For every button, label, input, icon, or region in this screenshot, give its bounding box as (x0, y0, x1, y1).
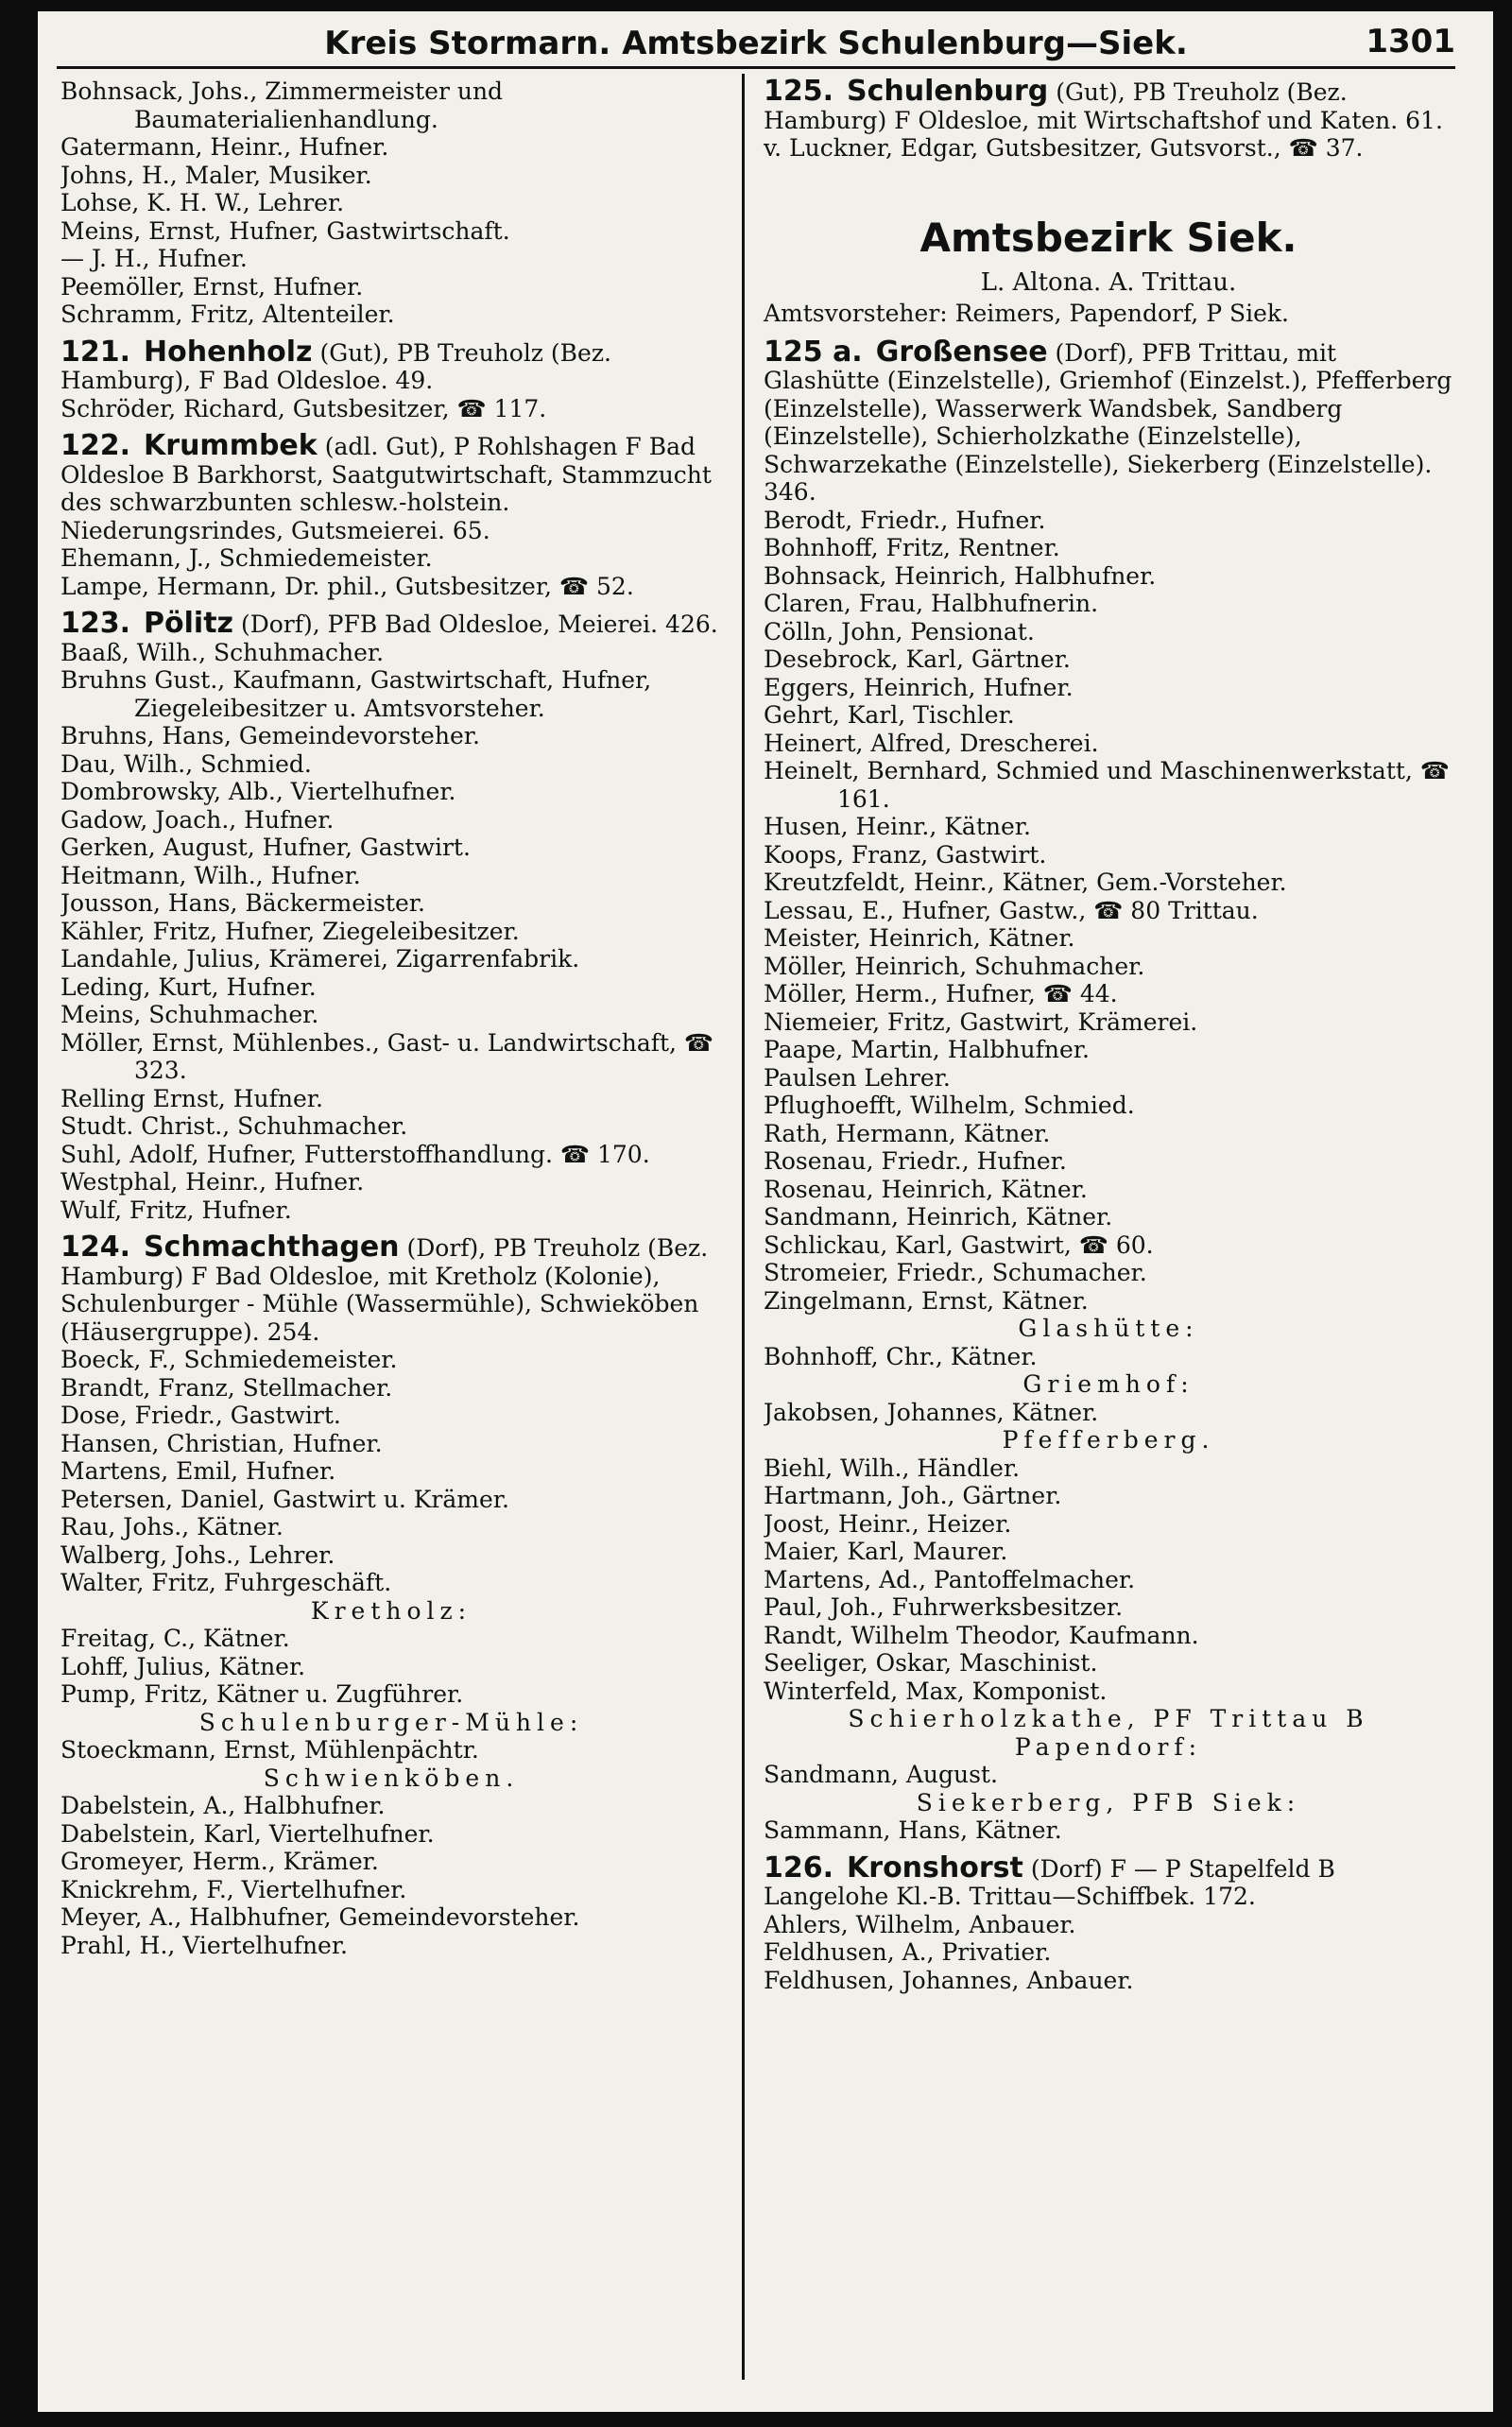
list-item: Paulsen Lehrer. (764, 1063, 951, 1092)
list-item: Berodt, Friedr., Hufner. (764, 506, 1046, 534)
locality-number: 124. (60, 1231, 131, 1264)
list-item: Pump, Fritz, Kätner u. Zugführer. (60, 1680, 464, 1708)
locality-125a-residents (764, 507, 1453, 1845)
list-item: Prahl, H., Viertelhufner. (60, 1931, 349, 1959)
list-item: Studt. Christ., Schuhmacher. (60, 1112, 408, 1140)
list-item: Sandmann, Heinrich, Kätner. (764, 1203, 1113, 1231)
list-item: Bohnsack, Johs., Zimmermeister und Baumaterialienhandlung. (60, 77, 504, 133)
list-item: Walberg, Johs., Lehrer. (60, 1541, 335, 1569)
list-item: Koops, Franz, Gastwirt. (764, 840, 1047, 869)
list-item: Desebrock, Karl, Gärtner. (764, 645, 1071, 673)
locality-number: 123. (60, 607, 131, 640)
list-item: Rosenau, Heinrich, Kätner. (764, 1175, 1088, 1203)
list-item: Heinelt, Bernhard, Schmied und Maschinenwerkstatt, ☎ 161. (764, 757, 1450, 813)
list-item: Bruhns, Hans, Gemeindevorsteher. (60, 722, 480, 749)
list-item: Knickrehm, F., Viertelhufner. (60, 1875, 407, 1903)
list-item: Brandt, Franz, Stellmacher. (60, 1373, 393, 1402)
list-item: Stromeier, Friedr., Schumacher. (764, 1259, 1147, 1286)
list-item: Husen, Heinr., Kätner. (764, 813, 1031, 840)
list-item: Feldhusen, Johannes, Anbauer. (764, 1966, 1134, 1994)
page-number: 1301 (1366, 23, 1455, 60)
list-item: Jousson, Hans, Bäckermeister. (60, 889, 425, 917)
list-item: Heinert, Alfred, Drescherei. (764, 729, 1099, 757)
list-item: Gromeyer, Herm., Krämer. (60, 1848, 379, 1875)
locality-name: Pölitz (144, 607, 233, 640)
list-item: Schlickau, Karl, Gastwirt, ☎ 60. (764, 1231, 1154, 1259)
list-item: Johns, H., Maler, Musiker. (60, 161, 372, 189)
locality-name: Großensee (875, 335, 1048, 369)
sub-heading-pfefferberg: Pfefferberg. (1002, 1426, 1215, 1454)
right-column (764, 77, 1453, 1994)
locality-description: (Dorf), PFB Trittau, mit Glashütte (Einzelstelle), Griemhof (Einzelst.), Pfefferberg (Einzelstelle), Wasserwerk Wandsbek, Sandberg (Einzelstelle), Schierholzkathe (Einzelstelle), Schwarzekathe (Einzelstelle), Siekerberg (Einzelstelle). 346. (764, 338, 1452, 506)
list-item: Walter, Fritz, Fuhrgeschäft. (60, 1569, 392, 1596)
locality-number: 125. (764, 75, 834, 108)
list-item: Gatermann, Heinr., Hufner. (60, 133, 389, 161)
locality-number: 122. (60, 429, 131, 462)
list-item: Winterfeld, Max, Komponist. (764, 1677, 1108, 1705)
sub-heading-schierholzkathe: Schierholzkathe, PF Trittau B Papendorf: (848, 1705, 1369, 1761)
list-item: Meister, Heinrich, Kätner. (764, 924, 1075, 952)
list-item: Lohff, Julius, Kätner. (60, 1652, 306, 1680)
locality-description: (Dorf), PFB Bad Oldesloe, Meierei. 426. (240, 611, 718, 638)
locality-124 (60, 1233, 722, 1346)
list-item: Randt, Wilhelm Theodor, Kaufmann. (764, 1621, 1199, 1649)
list-item: Gerken, August, Hufner, Gastwirt. (60, 834, 471, 861)
locality-name: Schulenburg (847, 75, 1049, 108)
left-column (60, 77, 722, 1959)
list-item: Dose, Friedr., Gastwirt. (60, 1402, 341, 1429)
list-item: Ahlers, Wilhelm, Anbauer. (764, 1910, 1076, 1938)
locality-name: Krummbek (144, 429, 318, 462)
list-item: Bohnhoff, Fritz, Rentner. (764, 534, 1060, 561)
list-item: Niemeier, Fritz, Gastwirt, Krämerei. (764, 1007, 1198, 1036)
list-item: Baaß, Wilh., Schuhmacher. (60, 638, 385, 666)
list-item: Claren, Frau, Halbhufnerin. (764, 590, 1099, 617)
list-item: Maier, Karl, Maurer. (764, 1538, 1008, 1565)
amtsbezirk-district-line: L. Altona. A. Trittau. (980, 267, 1237, 297)
locality-122 (60, 429, 722, 544)
locality-name: Schmachthagen (144, 1231, 400, 1264)
locality-description: (Gut), PB Treuholz (Bez. Hamburg) F Oldesloe, mit Wirtschaftshof und Katen. 61. (764, 78, 1443, 134)
list-item: Feldhusen, A., Privatier. (764, 1938, 1052, 1966)
sub-heading-griemhof: Griemhof: (1022, 1370, 1194, 1398)
list-item: Gadow, Joach., Hufner. (60, 805, 335, 834)
amtsvorsteher-line: Amtsvorsteher: Reimers, Papendorf, P Siek. (764, 299, 1289, 327)
list-item: Bohnhoff, Chr., Kätner. (764, 1342, 1038, 1370)
list-item: Meins, Ernst, Hufner, Gastwirtschaft. (60, 216, 510, 245)
list-item: Heitmann, Wilh., Hufner. (60, 861, 361, 889)
left-top-list (60, 77, 722, 329)
list-item: Landahle, Julius, Krämerei, Zigarrenfabrik. (60, 945, 580, 973)
list-item: Paape, Martin, Halbhufner. (764, 1036, 1090, 1063)
list-item: Martens, Ad., Pantoffelmacher. (764, 1565, 1136, 1593)
amtsbezirk-title: Amtsbezirk Siek. (919, 214, 1297, 261)
list-item: Seeliger, Oskar, Maschinist. (764, 1649, 1098, 1677)
locality-125 (764, 77, 1453, 134)
list-item: Pflughoefft, Wilhelm, Schmied. (764, 1092, 1135, 1119)
locality-123 (60, 607, 722, 640)
list-item: Peemöller, Ernst, Hufner. (60, 272, 364, 301)
list-item: Stoeckmann, Ernst, Mühlenpächtr. (60, 1736, 479, 1764)
sub-heading-schulenburger-muehle: Schulenburger-Mühle: (198, 1708, 584, 1736)
locality-126-residents (764, 1911, 1453, 1995)
list-item: Dabelstein, Karl, Viertelhufner. (60, 1819, 435, 1848)
list-item: Hansen, Christian, Hufner. (60, 1429, 383, 1457)
sub-heading-siekerberg: Siekerberg, PFB Siek: (916, 1788, 1301, 1816)
locality-123-residents (60, 639, 722, 1225)
list-item: Joost, Heinr., Heizer. (764, 1509, 1012, 1538)
list-item: Möller, Heinrich, Schuhmacher. (764, 952, 1145, 980)
list-item: Lampe, Hermann, Dr. phil., Gutsbesitzer, ☎ 52. (60, 572, 634, 600)
list-item: Möller, Herm., Hufner, ☎ 44. (764, 980, 1118, 1007)
locality-number: 121. (60, 335, 131, 369)
page-header (57, 19, 1455, 69)
list-item: Schramm, Fritz, Altenteiler. (60, 301, 395, 328)
list-item: Rosenau, Friedr., Hufner. (764, 1147, 1067, 1175)
locality-125a (764, 335, 1453, 507)
list-item: Leding, Kurt, Hufner. (60, 973, 317, 1001)
list-item: Martens, Emil, Hufner. (60, 1457, 336, 1485)
list-item: Hartmann, Joh., Gärtner. (764, 1482, 1062, 1509)
directory-page (38, 11, 1493, 2412)
list-item: — J. H., Hufner. (60, 245, 248, 272)
list-item: v. Luckner, Edgar, Gutsbesitzer, Gutsvorst., ☎ 37. (764, 134, 1364, 162)
list-item: Dabelstein, A., Halbhufner. (60, 1792, 386, 1819)
locality-124-residents (60, 1346, 722, 1959)
list-item: Möller, Ernst, Mühlenbes., Gast- u. Landwirtschaft, ☎ 323. (60, 1028, 714, 1084)
locality-name: Kronshorst (847, 1850, 1023, 1885)
locality-description: (Dorf), PB Treuholz (Bez. Hamburg) F Bad Oldesloe, mit Kretholz (Kolonie), Schulenburger - Mühle (Wassermühle), Schwieköben (Häusergruppe). 254. (60, 1234, 709, 1346)
list-item: Jakobsen, Johannes, Kätner. (764, 1398, 1099, 1426)
list-item: Sandmann, August. (764, 1761, 998, 1788)
list-item: Zingelmann, Ernst, Kätner. (764, 1286, 1089, 1315)
locality-description: (Dorf) F — P Stapelfeld B Langelohe Kl.-B. Trittau—Schiffbek. 172. (764, 1854, 1335, 1910)
list-item: Petersen, Daniel, Gastwirt u. Krämer. (60, 1485, 509, 1513)
list-item: Lessau, E., Hufner, Gastw., ☎ 80 Trittau. (764, 896, 1259, 924)
list-item: Dau, Wilh., Schmied. (60, 749, 312, 778)
list-item: Sammann, Hans, Kätner. (764, 1816, 1062, 1844)
locality-126 (764, 1850, 1453, 1911)
sub-heading-glashuette: Glashütte: (1018, 1315, 1199, 1342)
list-item: Westphal, Heinr., Hufner. (60, 1168, 365, 1196)
column-divider (742, 74, 745, 2380)
list-item: Biehl, Wilh., Händler. (764, 1454, 1021, 1482)
locality-number: 126. (764, 1850, 834, 1885)
list-item: Suhl, Adolf, Hufner, Futterstoffhandlung. ☎ 170. (60, 1140, 650, 1168)
locality-121 (60, 335, 722, 395)
list-item: Paul, Joh., Fuhrwerksbesitzer. (764, 1593, 1124, 1621)
list-item: Relling Ernst, Hufner. (60, 1084, 323, 1112)
list-item: Rath, Hermann, Kätner. (764, 1119, 1051, 1147)
list-item: Schröder, Richard, Gutsbesitzer, ☎ 117. (60, 394, 547, 422)
list-item: Dombrowsky, Alb., Viertelhufner. (60, 778, 456, 805)
list-item: Kreutzfeldt, Heinr., Kätner, Gem.-Vorsteher. (764, 869, 1287, 896)
sub-heading-schwienkoeben: Schwienköben. (263, 1764, 520, 1792)
list-item: Freitag, C., Kätner. (60, 1625, 290, 1652)
locality-number: 125 a. (764, 335, 863, 369)
list-item: Wulf, Fritz, Hufner. (60, 1196, 292, 1224)
locality-description: (Gut), PB Treuholz (Bez. Hamburg), F Bad Oldesloe. 49. (60, 338, 611, 394)
locality-description: (adl. Gut), P Rohlshagen F Bad Oldesloe B Barkhorst, Saatgutwirtschaft, Stammzucht des schwarzbunten schlesw.-holstein. Niederungsrindes, Gutsmeierei. 65. (60, 433, 712, 544)
list-item: Ehemann, J., Schmiedemeister. (60, 544, 433, 572)
list-item: Kähler, Fritz, Hufner, Ziegeleibesitzer. (60, 917, 520, 945)
locality-name: Hohenholz (144, 335, 313, 369)
list-item: Cölln, John, Pensionat. (764, 617, 1035, 645)
list-item: Lohse, K. H. W., Lehrer. (60, 189, 345, 216)
list-item: Eggers, Heinrich, Hufner. (764, 673, 1074, 701)
list-item: Bruhns Gust., Kaufmann, Gastwirtschaft, Hufner, Ziegeleibesitzer u. Amtsvorsteher. (60, 666, 652, 722)
list-item: Rau, Johs., Kätner. (60, 1513, 284, 1541)
list-item: Boeck, F., Schmiedemeister. (60, 1346, 398, 1373)
list-item: Bohnsack, Heinrich, Halbhufner. (764, 561, 1157, 590)
list-item: Gehrt, Karl, Tischler. (764, 701, 1015, 729)
running-title: Kreis Stormarn. Amtsbezirk Schulenburg—Siek. (324, 25, 1188, 62)
list-item: Meyer, A., Halbhufner, Gemeindevorsteher. (60, 1903, 580, 1931)
sub-heading-kretholz: Kretholz: (310, 1596, 472, 1625)
list-item: Meins, Schuhmacher. (60, 1001, 319, 1028)
